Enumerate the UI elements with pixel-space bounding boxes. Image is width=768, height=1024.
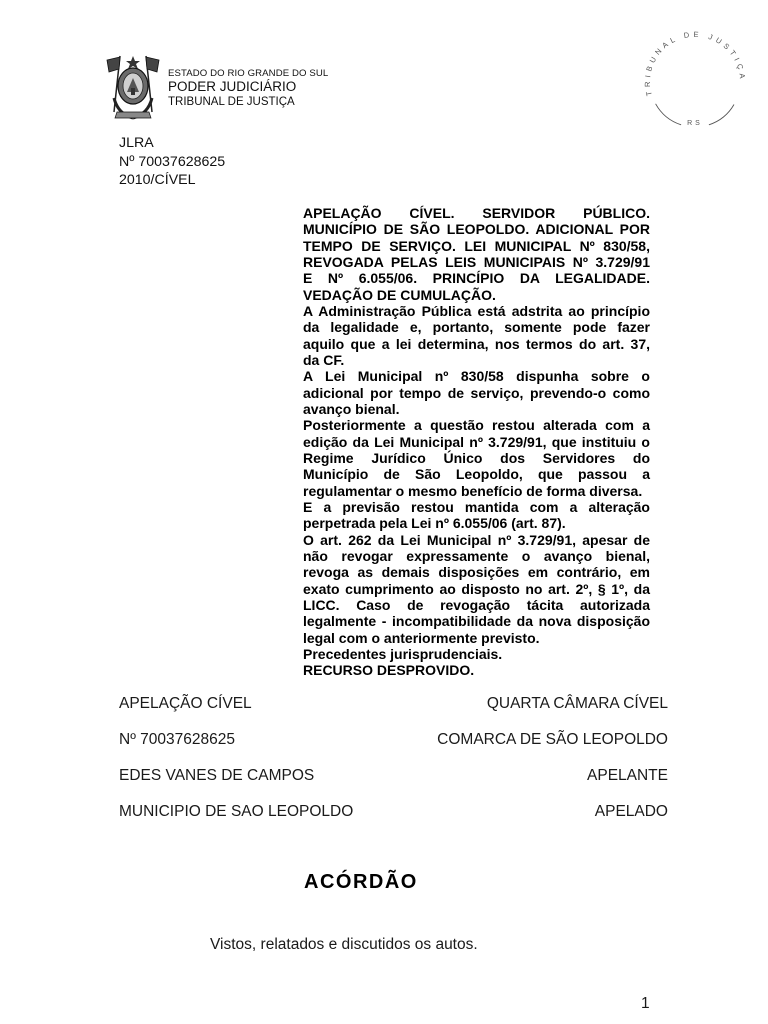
ementa-paragraph [303,532,650,646]
page-number: 1 [641,995,650,1012]
party-name: MUNICIPIO DE SAO LEOPOLDO [119,803,354,820]
ementa-line: não revogar expressamente o avanço bienal, [303,547,650,564]
case-number: Nº 70037628625 [119,154,226,170]
ementa-line: REVOGADA PELAS LEIS MUNICIPAIS Nº 3.729/91 [303,253,650,270]
case-info-row [119,731,668,749]
case-info-right: COMARCA DE SÃO LEOPOLDO [437,731,668,748]
case-info-row [119,803,668,821]
coat-of-arms-logo [104,52,162,124]
ementa-line: adicional por tempo de serviço, prevendo-o como [303,384,650,401]
ementa-paragraph [303,646,650,662]
ementa-paragraph [303,205,650,303]
ementa-paragraph [303,368,650,417]
header-judicial-power: PODER JUDICIÁRIO [168,79,297,94]
ementa-line: aquilo que a lei determina, nos termos do art. 37, [303,335,650,352]
svg-text:TRIBUNAL DE JUSTIÇA [643,30,747,97]
case-info-row [119,767,668,785]
ementa-line: LICC. Caso de revogação tácita autorizada [303,596,650,613]
ementa-line: TEMPO DE SERVIÇO. LEI MUNICIPAL Nº 830/58, [303,237,650,254]
header-court: TRIBUNAL DE JUSTIÇA [168,96,295,108]
case-year-class: 2010/CÍVEL [119,172,196,188]
stamp-arc-text: TRIBUNAL DE JUSTIÇA [642,29,748,97]
stamp-bottom-text: RS [687,120,703,127]
ementa-line: Município de São Leopoldo, que passou a [303,466,650,483]
case-info-row [119,695,668,713]
ementa-paragraph [303,499,650,532]
ementa-line: O art. 262 da Lei Municipal nº 3.729/91, apesar de [303,531,650,548]
party-role: APELANTE [587,767,668,784]
ementa-line: E Nº 6.055/06. PRINCÍPIO DA LEGALIDADE. [303,270,650,287]
ementa-line: Regime Jurídico Único dos Servidores do [303,449,650,466]
ementa-line: A Administração Pública está adstrita ao princípio [303,302,650,319]
court-stamp [640,28,752,138]
party-role: APELADO [594,803,668,820]
ementa [303,205,650,679]
ementa-line: edição da Lei Municipal nº 3.729/91, que instituiu o [303,433,650,450]
ementa-line: APELAÇÃO CÍVEL. SERVIDOR PÚBLICO. [303,205,650,221]
opening-sentence: Vistos, relatados e discutidos os autos. [210,936,478,953]
header-state: ESTADO DO RIO GRANDE DO SUL [168,68,329,79]
ementa-line: legal com o anteriormente previsto. [303,629,540,646]
ementa-line: da CF. [303,351,345,368]
case-info-right: QUARTA CÂMARA CÍVEL [486,695,668,712]
ementa-paragraph [303,662,650,678]
ementa-line: legalmente - incompatibilidade da nova disposição [303,613,650,630]
case-initials: JLRA [119,135,154,151]
ementa-line: Posteriormente a questão restou alterada com a [303,417,650,434]
ementa-line: regulamentar o mesmo benefício de forma diversa. [303,482,643,499]
case-info-left: Nº 70037628625 [119,731,235,748]
ementa-line: RECURSO DESPROVIDO. [303,662,475,679]
ementa-line: MUNICÍPIO DE SÃO LEOPOLDO. ADICIONAL POR [303,221,650,238]
ementa-line: avanço bienal. [303,400,400,417]
ementa-line: exato cumprimento ao disposto no art. 2º, § 1º, da [303,580,650,597]
ementa-line: da legalidade e, portanto, somente pode fazer [303,319,650,336]
ementa-line: revoga as demais disposições em contrário, em [303,564,650,581]
ementa-paragraph [303,303,650,368]
ementa-paragraph [303,417,650,499]
ementa-line: E a previsão restou mantida com a alteração [303,498,650,515]
document-title: ACÓRDÃO [304,871,418,893]
ementa-line: A Lei Municipal nº 830/58 dispunha sobre o [303,368,650,385]
ementa-line: VEDAÇÃO DE CUMULAÇÃO. [303,286,496,303]
ementa-line: perpetrada pela Lei nº 6.055/06 (art. 87). [303,515,566,532]
case-info-left: APELAÇÃO CÍVEL [119,695,252,712]
ementa-line: Precedentes jurisprudenciais. [303,645,503,662]
party-name: EDES VANES DE CAMPOS [119,767,315,784]
